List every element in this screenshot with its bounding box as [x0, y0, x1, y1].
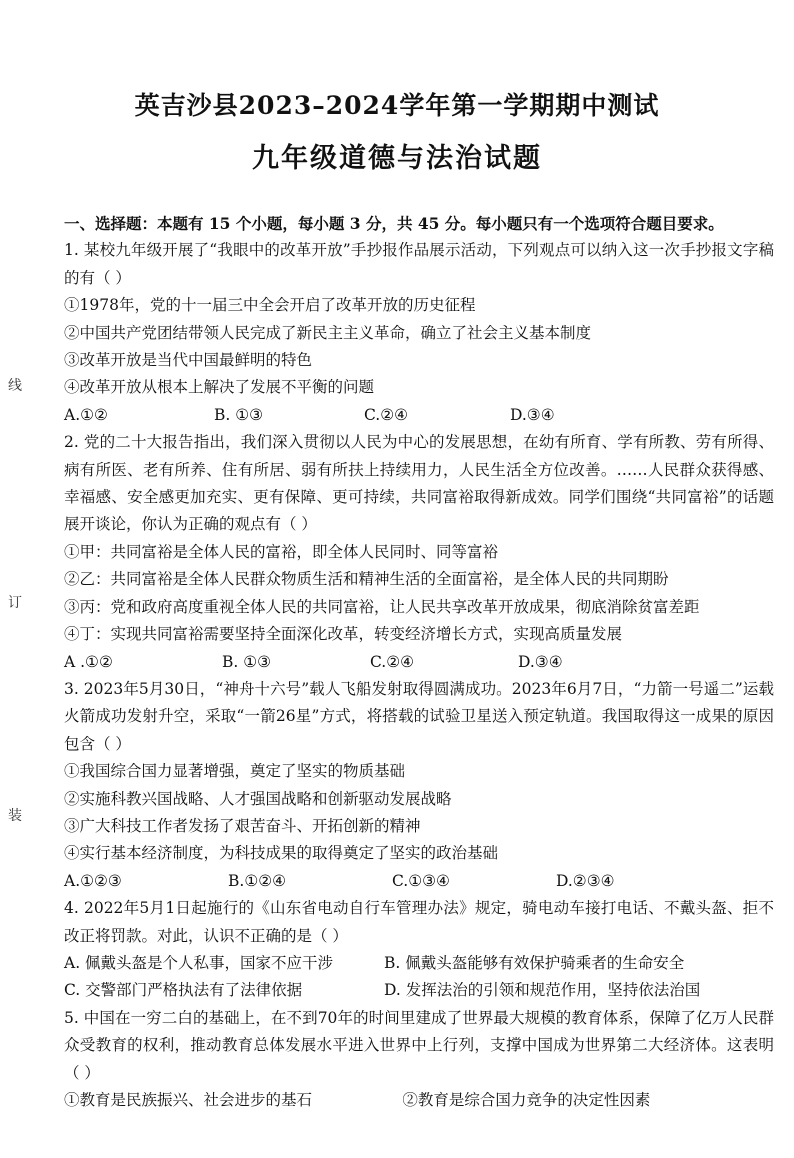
- answer-options: [64, 977, 774, 1004]
- option-a: A.①②: [64, 405, 108, 424]
- question-3: [64, 676, 774, 895]
- statement-item: ③丙：党和政府高度重视全体人民的共同富裕，让人民共享改革开放成果，彻底消除贫富差距: [64, 597, 700, 616]
- statement-item: ④改革开放从根本上解决了发展不平衡的问题: [64, 378, 375, 397]
- option-b: B. ①③: [222, 652, 272, 671]
- option-c: C.②④: [370, 652, 415, 671]
- statement-item: ③广大科技工作者发扬了艰苦奋斗、开拓创新的精神: [64, 816, 421, 835]
- statement-item: ①我国综合国力显著增强，奠定了坚实的物质基础: [64, 762, 406, 781]
- option-d: D.③④: [510, 405, 555, 424]
- statement-item: ②教育是综合国力竞争的决定性因素: [402, 1091, 651, 1109]
- answer-options: [64, 868, 774, 895]
- question-1: [64, 237, 774, 429]
- option-c: C.②④: [364, 405, 409, 424]
- exam-content: [64, 210, 774, 1114]
- answer-options: [64, 402, 774, 429]
- binding-margin-mark-line: 线: [8, 378, 22, 394]
- option-b: B. 佩戴头盔能够有效保护骑乘者的生命安全: [384, 953, 685, 972]
- statement-item: ②乙：共同富裕是全体人民群众物质生活和精神生活的全面富裕，是全体人民的共同期盼: [64, 570, 669, 589]
- option-d: D.②③④: [556, 871, 615, 890]
- option-a: A .①②: [64, 652, 113, 671]
- question-stem: 3. 2023年5月30日，“神舟十六号”载人飞船发射取得圆满成功。2023年6月7日，“力箭一号遥二”运载火箭成功发射升空，采取“一箭26星”方式，将搭载的试验卫星送入预定轨道。我国取得这一成果的原因包含（ ）: [64, 679, 774, 753]
- statement-items: [64, 1087, 774, 1114]
- statement-item: ①甲：共同富裕是全体人民的富裕，即全体人民同时、同等富裕: [64, 542, 499, 561]
- statement-item: ②中国共产党团结带领人民完成了新民主主义革命，确立了社会主义基本制度: [64, 323, 592, 342]
- option-a: A.①②③: [64, 871, 122, 890]
- question-5: [64, 1005, 774, 1115]
- question-4: [64, 895, 774, 1005]
- exam-subtitle: 九年级道德与法治试题: [252, 143, 542, 174]
- statement-item: ④实行基本经济制度，为科技成果的取得奠定了坚实的政治基础: [64, 844, 499, 863]
- statement-item: ①1978年，党的十一届三中全会开启了改革开放的历史征程: [64, 296, 476, 315]
- option-c: C. 交警部门严格执法有了法律依据: [64, 981, 303, 1000]
- binding-margin-mark-order: 订: [8, 595, 22, 611]
- option-b: B.①②④: [228, 871, 287, 890]
- option-d: D.③④: [518, 652, 563, 671]
- section-heading: 一、选择题：本题有 15 个小题，每小题 3 分，共 45 分。每小题只有一个选项符合题目要求。: [64, 214, 724, 233]
- statement-item: ④丁：实现共同富裕需要坚持全面深化改革，转变经济增长方式，实现高质量发展: [64, 625, 623, 644]
- question-stem: 1. 某校九年级开展了“我眼中的改革开放”手抄报作品展示活动，下列观点可以纳入这一次手抄报文字稿的有（ ）: [64, 241, 774, 287]
- question-stem: 2. 党的二十大报告指出，我们深入贯彻以人民为中心的发展思想，在幼有所育、学有所教、劳有所得、病有所医、老有所养、住有所居、弱有所扶上持续用力，人民生活全方位改善。……人民群众获得感、幸福感、安全感更加充实、更有保障、更可持续，共同富裕取得新成效。同学们围绕“共同富裕”的话题展开谈论，你认为正确的观点有（ ）: [64, 433, 774, 534]
- answer-options: [64, 950, 774, 977]
- exam-title: 英吉沙县2023–2024学年第一学期期中测试: [134, 91, 660, 120]
- option-b: B. ①③: [214, 405, 264, 424]
- question-stem: 5. 中国在一穷二白的基础上，在不到70年的时间里建成了世界最大规模的教育体系，保障了亿万人民群众受教育的权利，推动教育总体发展水平进入世界中上行列，支撑中国成为世界第二大经济体。这表明（ ）: [64, 1008, 774, 1082]
- option-a: A. 佩戴头盔是个人私事，国家不应干涉: [64, 953, 334, 972]
- option-d: D. 发挥法治的引领和规范作用，坚持依法治国: [384, 981, 701, 1000]
- option-c: C.①③④: [392, 871, 450, 890]
- statement-item: ①教育是民族振兴、社会进步的基石: [64, 1091, 313, 1109]
- question-2: [64, 429, 774, 676]
- statement-item: ③改革开放是当代中国最鲜明的特色: [64, 351, 313, 370]
- binding-margin-mark-bind: 装: [8, 808, 22, 824]
- question-stem: 4. 2022年5月1日起施行的《山东省电动自行车管理办法》规定，骑电动车接打电话、不戴头盔、拒不改正将罚款。对此，认识不正确的是（ ）: [64, 899, 774, 945]
- answer-options: [64, 649, 774, 676]
- statement-item: ②实施科教兴国战略、人才强国战略和创新驱动发展战略: [64, 789, 452, 808]
